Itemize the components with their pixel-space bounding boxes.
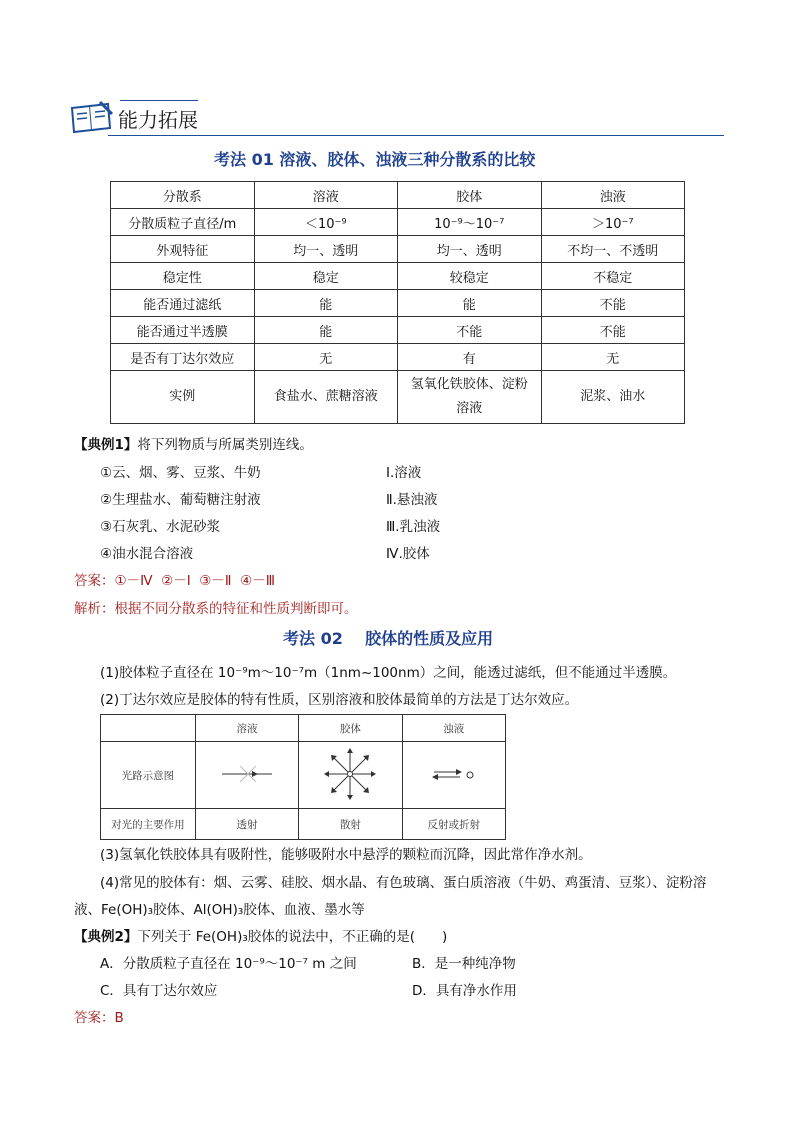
- table-cell: 均一、透明: [254, 236, 398, 263]
- light-path-table: [100, 714, 506, 840]
- table-cell: 不能: [541, 290, 685, 317]
- table-cell: 较稳定: [398, 263, 542, 290]
- paragraph: (4)常见的胶体有：烟、云雾、硅胶、烟水晶、有色玻璃、蛋白质溶液（牛奶、鸡蛋清、豆浆）、淀粉溶: [100, 875, 707, 891]
- table-row: [111, 317, 685, 344]
- scattering-diagram: [320, 746, 380, 802]
- answer-label: 答案：: [74, 1010, 115, 1026]
- table-cell: 透射: [195, 809, 299, 840]
- list-item: Ⅰ.溶液: [386, 465, 422, 481]
- example1-answer: [74, 569, 275, 589]
- table-cell: 稳定: [254, 263, 398, 290]
- table-cell: 能: [254, 290, 398, 317]
- header-top-rule: [120, 100, 198, 101]
- example2-question: [74, 925, 447, 945]
- table-cell: 均一、透明: [398, 236, 542, 263]
- section1-title: 考法 01 溶液、胶体、浊液三种分散系的比较: [214, 150, 536, 169]
- section2-title: 考法 02 胶体的性质及应用: [283, 629, 494, 648]
- header-title: 能力拓展: [118, 108, 198, 132]
- table-cell: 反射或折射: [402, 809, 505, 840]
- table-cell: 浊液: [402, 715, 505, 742]
- table-row: [111, 236, 685, 263]
- list-item: ③石灰乳、水泥砂浆: [100, 519, 221, 535]
- example-text: 下列关于 Fe(OH)₃胶体的说法中，不正确的是( ): [137, 929, 448, 945]
- header-rule: [108, 135, 724, 136]
- table-row: [111, 371, 685, 424]
- analysis-label: 解析：: [74, 601, 115, 617]
- table-row: [111, 209, 685, 236]
- table-cell: [195, 742, 299, 809]
- table-row: [101, 742, 506, 809]
- table-cell: 有: [398, 344, 542, 371]
- table-row: [111, 344, 685, 371]
- table-cell: 不能: [398, 317, 542, 344]
- reflection-diagram: [424, 759, 484, 789]
- table-cell: 溶液: [195, 715, 299, 742]
- paragraph: 液、Fe(OH)₃胶体、Al(OH)₃胶体、血液、墨水等: [74, 902, 365, 918]
- list-item: Ⅱ.悬浊液: [386, 492, 438, 508]
- table-cell: ＜10⁻⁹: [254, 209, 398, 236]
- answer-text: B: [114, 1010, 124, 1026]
- table-cell: 泥浆、油水: [541, 371, 685, 424]
- example-label: 【典例2】: [74, 929, 138, 945]
- table-cell: 不均一、不透明: [541, 236, 685, 263]
- table-row: [101, 715, 506, 742]
- table-cell: 分散质粒子直径/m: [111, 209, 255, 236]
- transmission-diagram: [212, 754, 282, 794]
- table-cell: 浊液: [541, 182, 685, 209]
- book-icon: [70, 100, 114, 134]
- example1-analysis: [74, 597, 358, 617]
- table-cell: 对光的主要作用: [101, 809, 196, 840]
- table-cell: ＞10⁻⁷: [541, 209, 685, 236]
- answer-label: 答案：: [74, 573, 115, 589]
- list-item: ①云、烟、雾、豆浆、牛奶: [100, 465, 261, 481]
- example1-question: [74, 433, 313, 453]
- table-cell: 胶体: [398, 182, 542, 209]
- table-row: [101, 809, 506, 840]
- list-item: ②生理盐水、葡萄糖注射液: [100, 492, 261, 508]
- table-cell: 能: [398, 290, 542, 317]
- option-d: D．具有净水作用: [412, 983, 517, 999]
- example-label: 【典例1】: [74, 437, 138, 453]
- table-cell: 实例: [111, 371, 255, 424]
- table-cell: 胶体: [299, 715, 402, 742]
- list-item: Ⅳ.胶体: [386, 546, 430, 562]
- table-cell: 无: [254, 344, 398, 371]
- table-cell: 不稳定: [541, 263, 685, 290]
- option-c: C．具有丁达尔效应: [100, 983, 218, 999]
- paragraph: (3)氢氧化铁胶体具有吸附性，能够吸附水中悬浮的颗粒而沉降，因此常作净水剂。: [100, 847, 592, 863]
- table-cell: 能否通过半透膜: [111, 317, 255, 344]
- table-cell: [299, 742, 402, 809]
- table-cell: 稳定性: [111, 263, 255, 290]
- paragraph: (2)丁达尔效应是胶体的特有性质，区别溶液和胶体最简单的方法是丁达尔效应。: [100, 692, 579, 708]
- answer-text: ①－Ⅳ ②－Ⅰ ③－Ⅱ ④－Ⅲ: [114, 573, 276, 589]
- table-cell: 溶液: [254, 182, 398, 209]
- comparison-table: [110, 181, 685, 424]
- table-cell: 是否有丁达尔效应: [111, 344, 255, 371]
- paragraph: (1)胶体粒子直径在 10⁻⁹m～10⁻⁷m（1nm~100nm）之间，能透过滤纸，但不能通过半透膜。: [100, 665, 677, 681]
- table-cell: 不能: [541, 317, 685, 344]
- list-item: Ⅲ.乳浊液: [386, 519, 441, 535]
- example2-answer: [74, 1006, 124, 1026]
- table-cell: 光路示意图: [101, 742, 196, 809]
- example-text: 将下列物质与所属类别连线。: [137, 437, 313, 453]
- table-row: [111, 290, 685, 317]
- table-cell: 外观特征: [111, 236, 255, 263]
- table-row: [111, 182, 685, 209]
- table-cell: 散射: [299, 809, 402, 840]
- table-row: [111, 263, 685, 290]
- table-cell: 分散系: [111, 182, 255, 209]
- list-item: ④油水混合溶液: [100, 546, 194, 562]
- table-cell: 10⁻⁹～10⁻⁷: [398, 209, 542, 236]
- table-cell: 能否通过滤纸: [111, 290, 255, 317]
- table-cell: 能: [254, 317, 398, 344]
- table-cell: [402, 742, 505, 809]
- table-cell: 无: [541, 344, 685, 371]
- table-cell: 氢氧化铁胶体、淀粉溶液: [398, 371, 542, 424]
- analysis-text: 根据不同分散系的特征和性质判断即可。: [114, 601, 358, 617]
- option-a: A．分散质粒子直径在 10⁻⁹～10⁻⁷ m 之间: [100, 956, 357, 972]
- table-cell: 食盐水、蔗糖溶液: [254, 371, 398, 424]
- option-b: B．是一种纯净物: [412, 956, 516, 972]
- table-cell: [101, 715, 196, 742]
